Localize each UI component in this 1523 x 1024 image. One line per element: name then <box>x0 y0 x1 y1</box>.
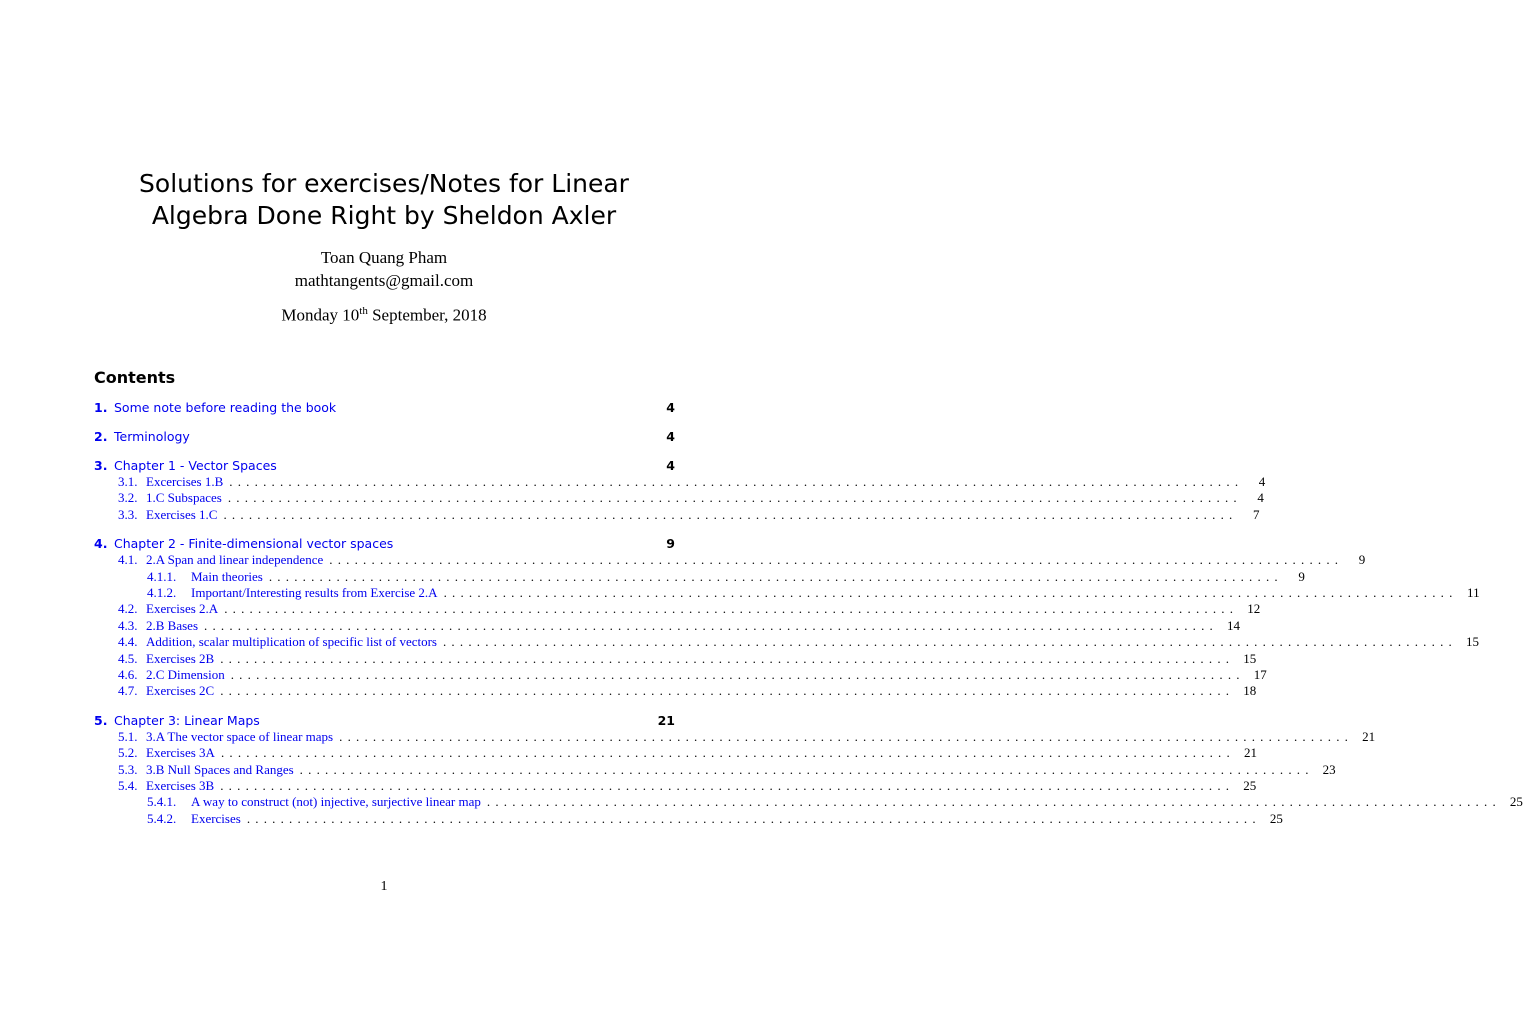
toc-entry-label[interactable]: Exercises 1.C <box>146 506 218 522</box>
document-title <box>0 168 768 232</box>
toc-entry-label[interactable]: 2.C Dimension <box>146 667 225 682</box>
toc-entry-label[interactable]: Exercises 2C <box>146 683 215 699</box>
toc-entry-number: 4. <box>94 536 108 552</box>
toc-entry-page: 17 <box>1253 667 1267 682</box>
toc-entry-5-4-2[interactable] <box>94 810 1283 827</box>
toc-entry-number: 4.6. <box>118 667 138 682</box>
toc-entry-number: 5.3. <box>118 761 138 777</box>
toc-leader-dots: ........................................................................................................................ <box>220 745 1235 761</box>
toc-entry-5-4[interactable] <box>94 778 1257 794</box>
toc-leader-dots: ........................................................................................................................ <box>442 634 1457 650</box>
toc-entry-label[interactable]: A way to construct (not) injective, surjective linear map <box>191 794 481 810</box>
toc-entry-3-1[interactable] <box>94 474 1266 490</box>
toc-leader-dots: ........................................................................................................................ <box>230 667 1245 682</box>
toc-entry-number: 3.1. <box>118 474 138 489</box>
toc-entry-4-1[interactable] <box>94 552 1366 568</box>
toc-entry-number: 4.5. <box>118 650 138 666</box>
toc-entry-label[interactable]: Chapter 1 - Vector Spaces <box>114 458 277 473</box>
toc-entry-label[interactable]: Main theories <box>191 568 263 584</box>
toc-entry-5-3[interactable] <box>94 761 1336 778</box>
toc-entry-label[interactable]: Terminology <box>114 429 190 444</box>
toc-entry-page: 9 <box>1358 552 1366 568</box>
toc-entry-label[interactable]: Important/Interesting results from Exercise 2.A <box>191 585 438 600</box>
toc-entry-page: 4 <box>666 400 675 415</box>
toc-entry-label[interactable]: Exercises 2.A <box>146 601 219 617</box>
document-date <box>0 305 768 326</box>
toc-leader-dots: ........................................................................................................................ <box>227 490 1242 506</box>
toc-entry-page: 4 <box>666 458 675 473</box>
toc-entry-page: 15 <box>1243 650 1257 666</box>
toc-leader-dots: ........................................................................................................................ <box>268 568 1283 584</box>
toc-entry-label[interactable]: Some note before reading the book <box>114 400 337 415</box>
toc-leader-dots: ........................................................................................................................ <box>220 650 1235 666</box>
toc-entry-2[interactable] <box>94 429 675 445</box>
toc-entry-4-1-2[interactable] <box>94 585 1480 601</box>
toc-entry-label[interactable]: Exercises 2B <box>146 650 215 666</box>
toc-entry-number: 3.2. <box>118 490 138 506</box>
toc-entry-page: 4 <box>1257 490 1264 506</box>
toc-entry-label[interactable]: Exercises 3B <box>146 778 215 793</box>
toc-entry-label[interactable]: 2.A Span and linear independence <box>146 552 324 568</box>
toc-leader-dots: ........................................................................................................................ <box>486 794 1501 810</box>
toc-entry-page: 14 <box>1227 617 1240 633</box>
toc-entry-number: 4.1. <box>118 552 138 568</box>
toc-entry-page: 21 <box>1243 745 1257 761</box>
toc-leader-dots: ........................................................................................................................ <box>443 585 1458 600</box>
title-line-1: Solutions for exercises/Notes for Linear <box>139 169 629 198</box>
toc-entry-number: 5.4.1. <box>147 794 177 810</box>
toc-entry-label[interactable]: Excercises 1.B <box>146 474 224 489</box>
toc-entry-number: 2. <box>94 429 108 444</box>
toc-entry-number: 5.4.2. <box>147 810 177 826</box>
toc-entry-page: 9 <box>1298 568 1305 584</box>
toc-entry-label[interactable]: Exercises 3A <box>146 745 215 761</box>
toc-entry-page: 23 <box>1322 761 1336 777</box>
toc-leader-dots: ........................................................................................................................ <box>329 552 1344 568</box>
toc-entry-number: 3.3. <box>118 506 138 522</box>
toc-entry-page: 4 <box>666 429 675 444</box>
toc-entry-label[interactable]: Exercises <box>191 810 241 826</box>
toc-entry-3-2[interactable] <box>94 490 1264 506</box>
toc-entry-number: 4.1.1. <box>147 568 177 584</box>
toc-entry-4-3[interactable] <box>94 617 1240 634</box>
toc-entry-page: 12 <box>1247 601 1261 617</box>
toc-entry-4-6[interactable] <box>94 667 1267 683</box>
contents-heading: Contents <box>94 368 176 387</box>
toc-entry-4-1-1[interactable] <box>94 568 1305 585</box>
date-prefix: Monday 10 <box>281 305 360 325</box>
toc-entry-1[interactable] <box>94 400 675 416</box>
toc-entry-label[interactable]: 2.B Bases <box>146 617 198 633</box>
toc-entry-5[interactable] <box>94 713 675 729</box>
toc-entry-5-4-1[interactable] <box>94 794 1523 810</box>
toc-entry-4[interactable] <box>94 536 675 552</box>
toc-entry-label[interactable]: 1.C Subspaces <box>146 490 222 506</box>
toc-entry-4-5[interactable] <box>94 650 1257 667</box>
toc-entry-number: 5.4. <box>118 778 138 793</box>
toc-leader-dots: ........................................................................................................................ <box>224 601 1239 617</box>
author-email: mathtangents@gmail.com <box>294 271 474 290</box>
toc-entry-5-1[interactable] <box>94 728 1376 745</box>
toc-entry-number: 4.4. <box>118 634 138 650</box>
date-suffix: September, 2018 <box>367 305 487 325</box>
toc-leader-dots: ........................................................................................................................ <box>220 683 1235 699</box>
toc-leader-dots: ........................................................................................................................ <box>299 761 1314 777</box>
toc-leader-dots: ........................................................................................................................ <box>204 617 1218 633</box>
toc-entry-page: 15 <box>1465 634 1479 650</box>
page-number: 1 <box>380 879 388 894</box>
toc-entry-page: 9 <box>666 536 675 552</box>
date-superscript: th <box>359 305 368 317</box>
toc-entry-3[interactable] <box>94 458 675 474</box>
toc-entry-page: 21 <box>657 712 675 728</box>
toc-entry-page: 7 <box>1252 506 1260 522</box>
toc-leader-dots: ........................................................................................................................ <box>223 506 1238 522</box>
toc-entry-number: 4.1.2. <box>147 585 177 600</box>
toc-entry-5-2[interactable] <box>94 745 1257 761</box>
toc-entry-label[interactable]: Chapter 3: Linear Maps <box>114 712 260 728</box>
toc-entry-label[interactable]: Chapter 2 - Finite-dimensional vector spaces <box>114 536 394 552</box>
toc-entry-page: 25 <box>1509 794 1523 810</box>
toc-entry-number: 4.3. <box>118 617 138 633</box>
toc-entry-label[interactable]: Addition, scalar multiplication of specific list of vectors <box>146 634 437 650</box>
toc-entry-page: 25 <box>1269 810 1283 826</box>
toc-entry-number: 3. <box>94 458 108 473</box>
toc-entry-page: 11 <box>1467 585 1480 600</box>
toc-entry-page: 4 <box>1258 474 1266 489</box>
author-name: Toan Quang Pham <box>320 248 448 267</box>
toc-entry-page: 25 <box>1243 778 1257 793</box>
toc-entry-page: 21 <box>1362 728 1376 744</box>
toc-entry-label[interactable]: 3.B Null Spaces and Ranges <box>146 761 294 777</box>
toc-entry-number: 1. <box>94 400 108 415</box>
toc-entry-4-7[interactable] <box>94 683 1257 699</box>
toc-entry-label[interactable]: 3.A The vector space of linear maps <box>146 728 334 744</box>
toc-entry-number: 4.7. <box>118 683 138 699</box>
toc-leader-dots: ........................................................................................................................ <box>220 778 1235 793</box>
toc-entry-number: 5.2. <box>118 745 138 761</box>
title-line-2: Algebra Done Right by Sheldon Axler <box>151 201 617 230</box>
toc-entry-4-2[interactable] <box>94 601 1261 617</box>
toc-leader-dots: ........................................................................................................................ <box>229 474 1244 489</box>
toc-entry-number: 4.2. <box>118 601 138 617</box>
toc-entry-number: 5.1. <box>118 728 138 744</box>
toc-entry-4-4[interactable] <box>94 634 1479 650</box>
toc-leader-dots: ........................................................................................................................ <box>246 810 1261 826</box>
toc-entry-page: 18 <box>1243 683 1257 699</box>
toc-entry-number: 5. <box>94 712 108 728</box>
toc-leader-dots: ........................................................................................................................ <box>339 728 1354 744</box>
toc-entry-3-3[interactable] <box>94 506 1260 523</box>
